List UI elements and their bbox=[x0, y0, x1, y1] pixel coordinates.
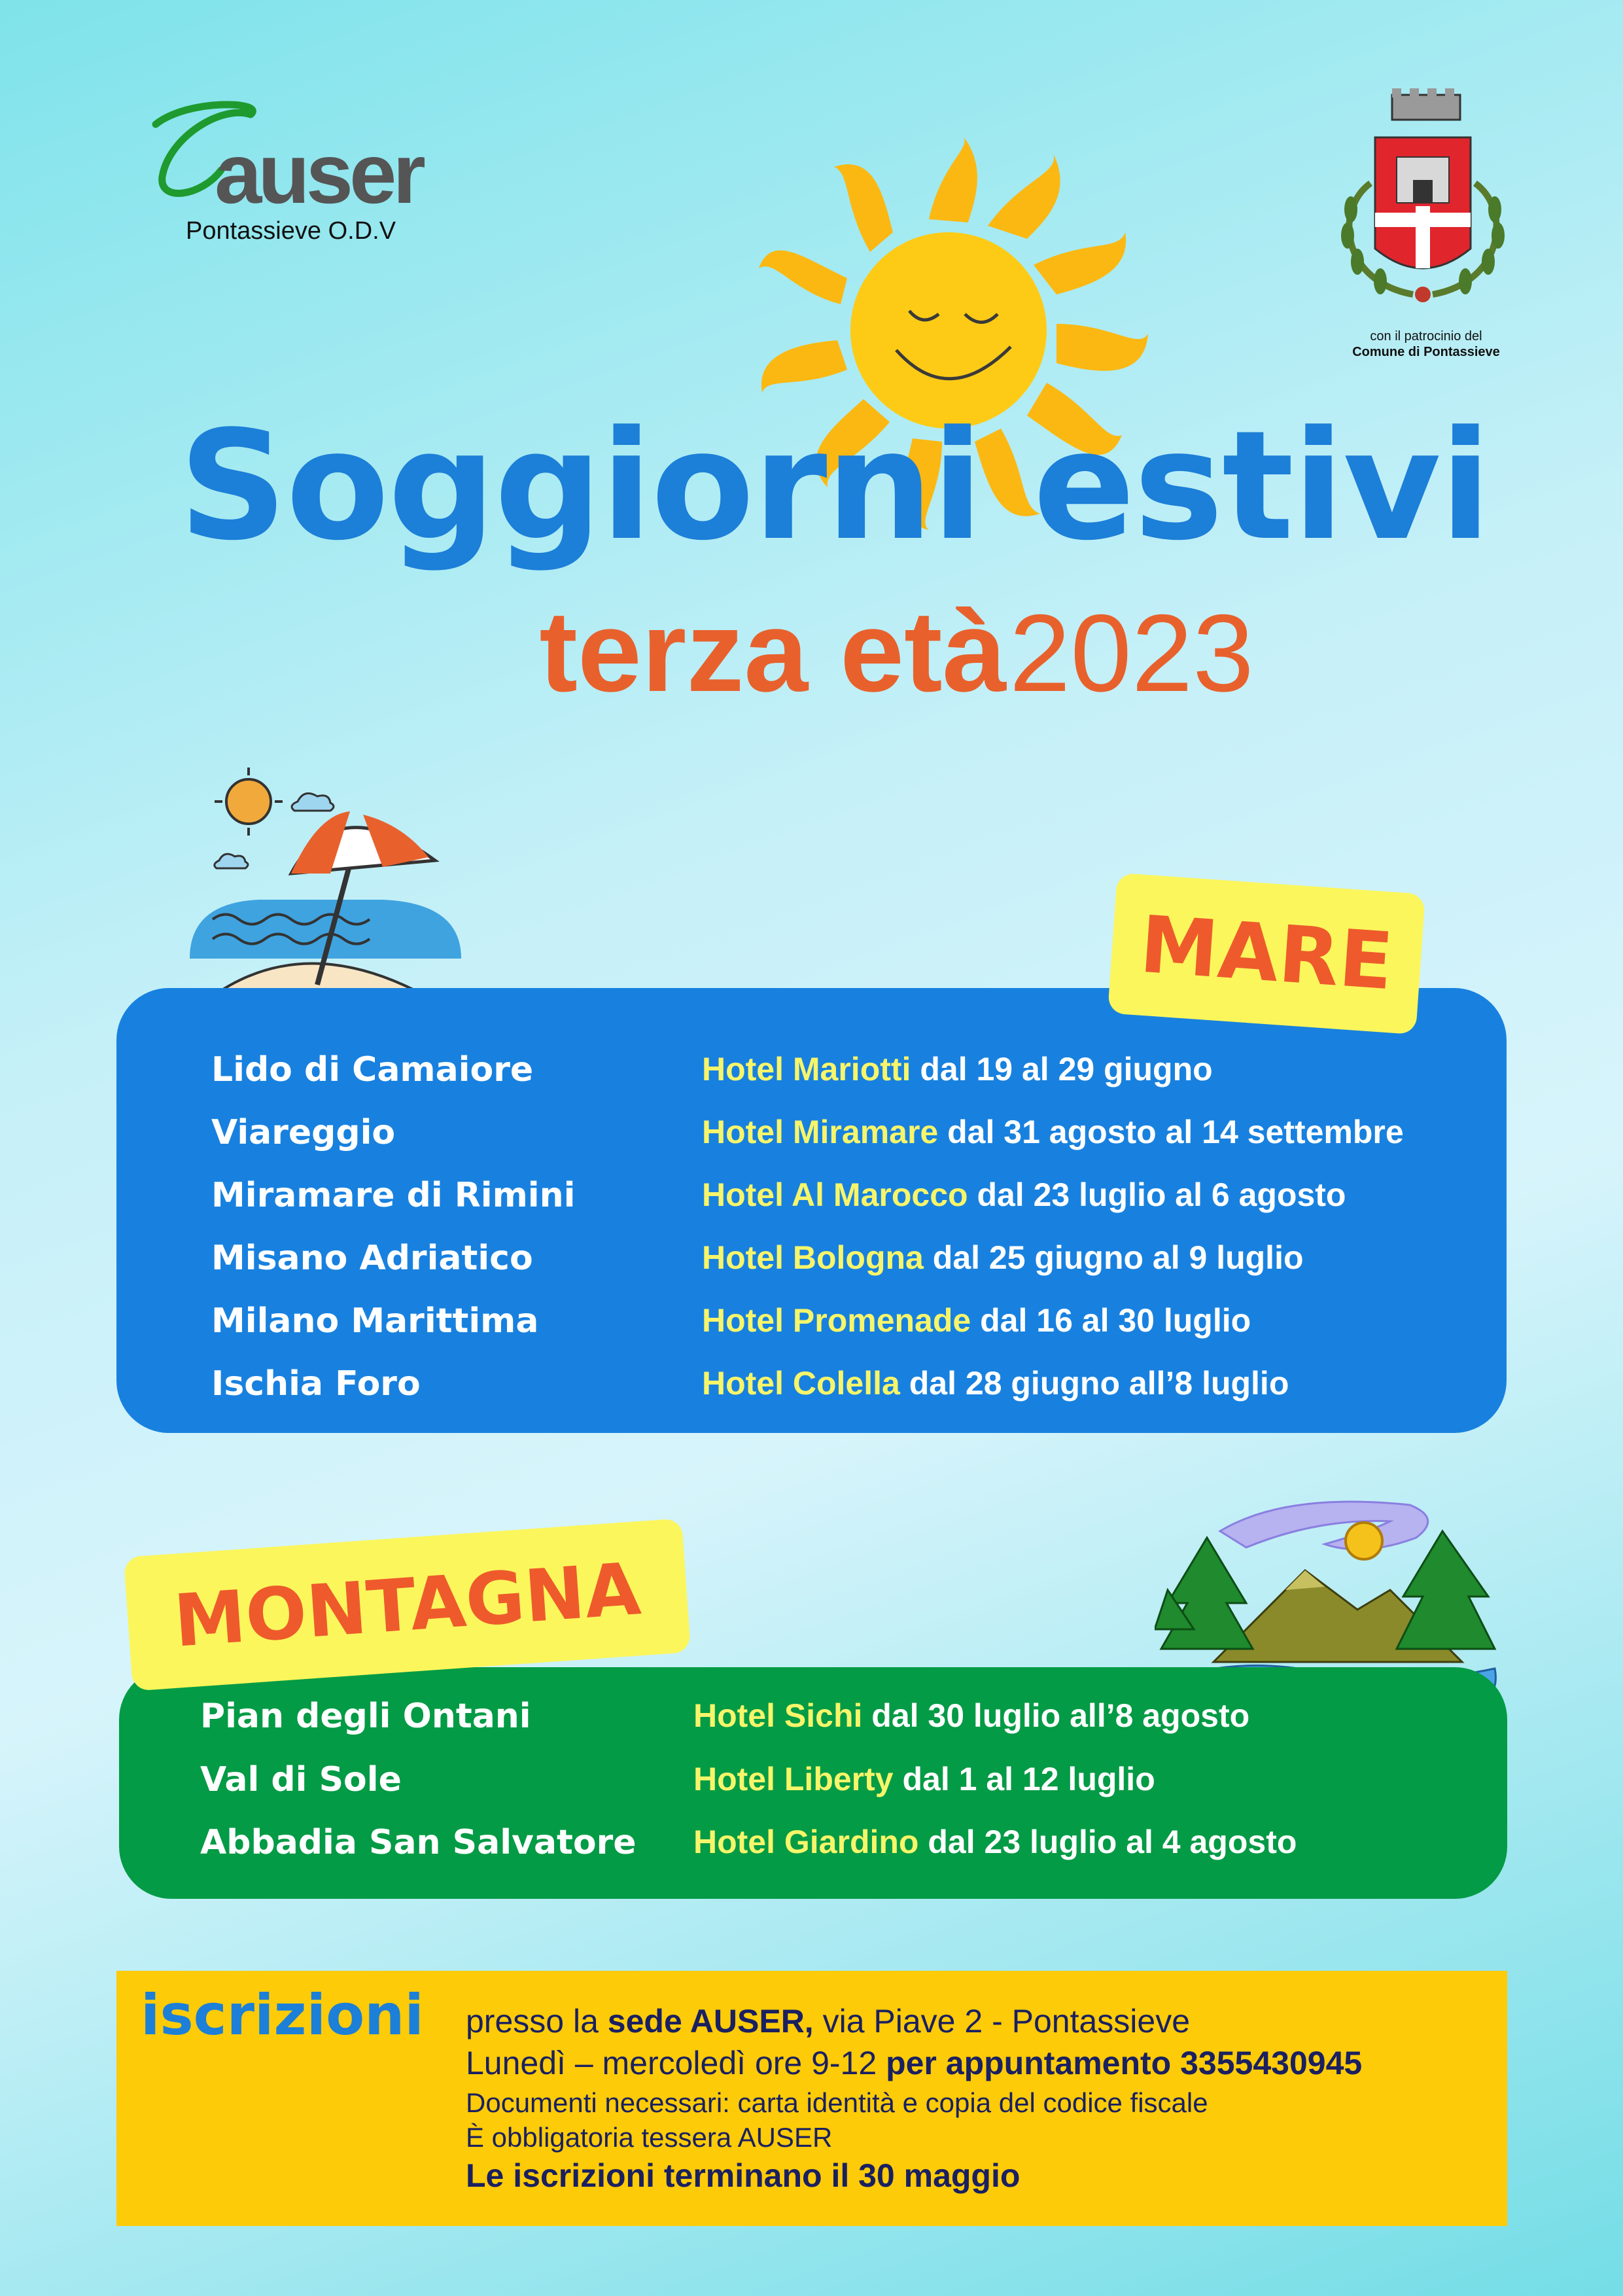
address-street: via Piave 2 - Pontassieve bbox=[813, 2003, 1190, 2040]
coat-of-arms-icon bbox=[1315, 85, 1531, 327]
iscrizioni-address bbox=[466, 2002, 1190, 2040]
appointment-phone: per appuntamento 3355430945 bbox=[886, 2045, 1363, 2081]
main-title bbox=[0, 399, 1623, 574]
subtitle-bold: terza età bbox=[539, 588, 1007, 716]
montagna-hotel-info bbox=[693, 1760, 1155, 1798]
address-prefix: presso la bbox=[466, 2003, 608, 2040]
mare-hotel-info bbox=[702, 1239, 1304, 1277]
hotel-name: Hotel Liberty bbox=[693, 1761, 894, 1797]
stay-dates: dal 23 luglio al 4 agosto bbox=[928, 1824, 1297, 1860]
stay-dates: dal 28 giugno all’8 luglio bbox=[909, 1365, 1289, 1402]
montagna-label: MONTAGNA bbox=[124, 1518, 691, 1691]
mare-place: Miramare di Rimini bbox=[211, 1176, 576, 1215]
patronage-line2: Comune di Pontassieve bbox=[1352, 345, 1500, 359]
iscrizioni-title: iscrizioni bbox=[141, 1983, 424, 2048]
hotel-name: Hotel Colella bbox=[702, 1365, 900, 1402]
montagna-hotel-info bbox=[693, 1823, 1297, 1861]
mare-hotel-info bbox=[702, 1113, 1404, 1151]
iscrizioni-documents: Documenti necessari: carta identità e copia del codice fiscale bbox=[466, 2087, 1208, 2118]
patronage-line1: con il patrocinio del bbox=[1370, 329, 1482, 344]
stay-dates: dal 25 giugno al 9 luglio bbox=[932, 1239, 1304, 1276]
iscrizioni-hours bbox=[466, 2044, 1362, 2082]
stay-dates: dal 16 al 30 luglio bbox=[980, 1302, 1251, 1339]
mare-hotel-info bbox=[702, 1301, 1251, 1339]
mare-place: Viareggio bbox=[211, 1113, 396, 1152]
municipality-crest bbox=[1315, 85, 1531, 366]
auser-wordmark: auser bbox=[215, 126, 422, 221]
mare-label: MARE bbox=[1108, 873, 1425, 1034]
mare-place: Ischia Foro bbox=[211, 1364, 421, 1404]
stay-dates: dal 23 luglio al 6 agosto bbox=[977, 1176, 1346, 1213]
hotel-name: Hotel Mariotti bbox=[702, 1051, 911, 1087]
stay-dates: dal 30 luglio all’8 agosto bbox=[871, 1697, 1250, 1734]
mare-panel bbox=[116, 988, 1507, 1433]
hotel-name: Hotel Sichi bbox=[693, 1697, 863, 1734]
main-title-text: Soggiorni estivi bbox=[179, 399, 1490, 574]
iscrizioni-membership: È obbligatoria tessera AUSER bbox=[466, 2122, 833, 2153]
subtitle-year: 2023 bbox=[1009, 592, 1254, 715]
address-sede: sede AUSER, bbox=[607, 2003, 814, 2040]
mare-place: Lido di Camaiore bbox=[211, 1050, 534, 1089]
montagna-hotel-info bbox=[693, 1697, 1249, 1735]
auser-subtitle: Pontassieve O.D.V bbox=[186, 217, 396, 245]
hotel-name: Hotel Bologna bbox=[702, 1239, 924, 1276]
iscrizioni-deadline: Le iscrizioni terminano il 30 maggio bbox=[466, 2157, 1021, 2194]
auser-logo bbox=[143, 98, 457, 249]
montagna-place: Abbadia San Salvatore bbox=[200, 1823, 637, 1862]
montagna-place: Val di Sole bbox=[200, 1760, 402, 1799]
mare-hotel-info bbox=[702, 1364, 1289, 1402]
mare-hotel-info bbox=[702, 1050, 1213, 1088]
stay-dates: dal 1 al 12 luglio bbox=[902, 1761, 1155, 1797]
patronage-caption bbox=[1328, 328, 1524, 360]
stay-dates: dal 31 agosto al 14 settembre bbox=[947, 1114, 1404, 1150]
hours-text: Lunedì – mercoledì ore 9-12 bbox=[466, 2045, 886, 2081]
mare-hotel-info bbox=[702, 1176, 1346, 1214]
hotel-name: Hotel Promenade bbox=[702, 1302, 971, 1339]
mare-place: Milano Marittima bbox=[211, 1301, 539, 1341]
montagna-panel bbox=[119, 1667, 1507, 1899]
hotel-name: Hotel Miramare bbox=[702, 1114, 939, 1150]
subtitle bbox=[0, 586, 1623, 718]
montagna-place: Pian degli Ontani bbox=[200, 1697, 531, 1736]
mare-place: Misano Adriatico bbox=[211, 1239, 533, 1278]
hotel-name: Hotel Giardino bbox=[693, 1824, 919, 1860]
hotel-name: Hotel Al Marocco bbox=[702, 1176, 968, 1213]
beach-umbrella-icon bbox=[186, 762, 461, 1011]
stay-dates: dal 19 al 29 giugno bbox=[920, 1051, 1213, 1087]
